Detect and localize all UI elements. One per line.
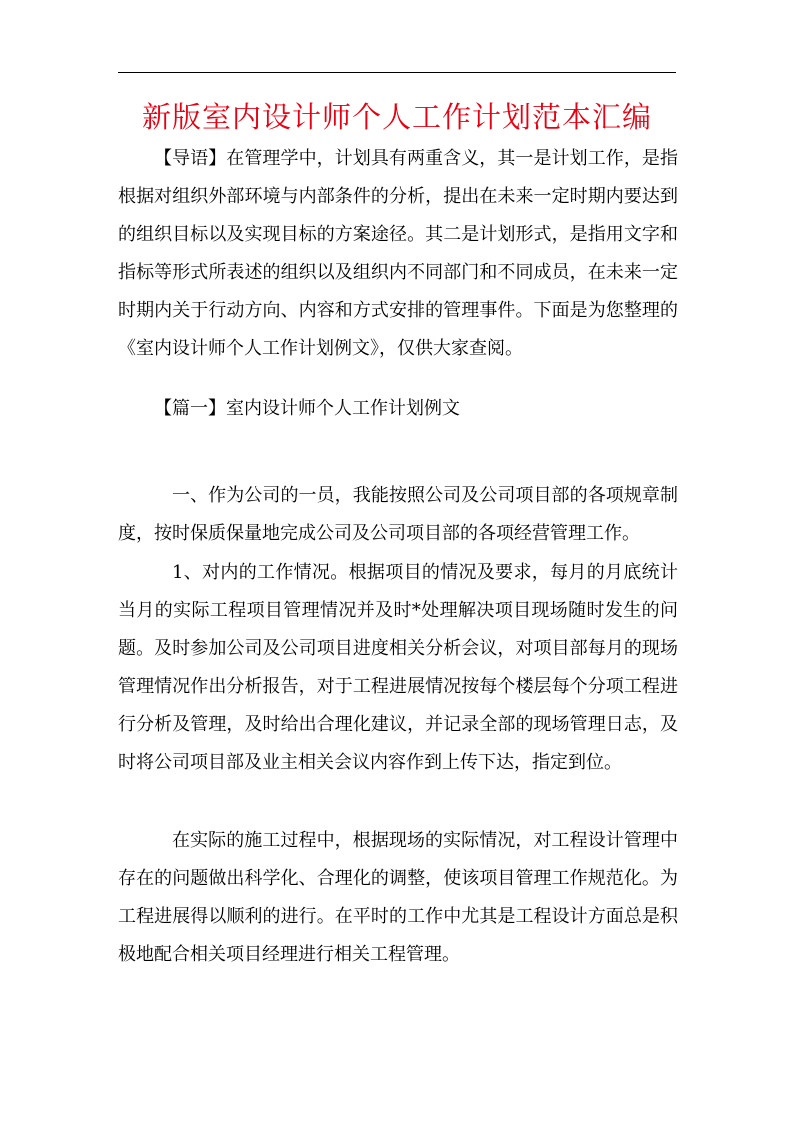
section-heading: 【篇一】室内设计师个人工作计划例文 [154, 398, 460, 419]
body-paragraph-3: 在实际的施工过程中，根据现场的实际情况，对工程设计管理中存在的问题做出科学化、合理化的调整，使该项目管理工作规范化。为工程进展得以顺利的进行。在平时的工作中尤其是工程设计方面总是积极地配合相关项目经理进行相关工程管理。 [118, 830, 678, 965]
header-rule [118, 72, 676, 73]
intro-paragraph: 【导语】在管理学中，计划具有两重含义，其一是计划工作，是指根据对组织外部环境与内部条件的分析，提出在未来一定时期内要达到的组织目标以及实现目标的方案途径。其二是计划形式，是指用文字和指标等形式所表述的组织以及组织内不同部门和不同成员，在未来一定时期内关于行动方向、内容和方式安排的管理事件。下面是为您整理的《室内设计师个人工作计划例文》，仅供大家查阅。 [118, 148, 678, 359]
document-title: 新版室内设计师个人工作计划范本汇编 [141, 100, 652, 134]
body-paragraph-2: 1、对内的工作情况。根据项目的情况及要求，每月的月底统计当月的实际工程项目管理情况并及时*处理解决项目现场随时发生的问题。及时参加公司及公司项目进度相关分析会议，对项目部每月的现场管理情况作出分析报告，对于工程进展情况按每个楼层每个分项工程进行分析及管理，及时给出合理化建议，并记录全部的现场管理日志，及时将公司项目部及业主相关会议内容作到上传下达，指定到位。 [118, 562, 678, 773]
body-paragraph-1: 一、作为公司的一员，我能按照公司及公司项目部的各项规章制度，按时保质保量地完成公司及公司项目部的各项经营管理工作。 [118, 485, 678, 544]
